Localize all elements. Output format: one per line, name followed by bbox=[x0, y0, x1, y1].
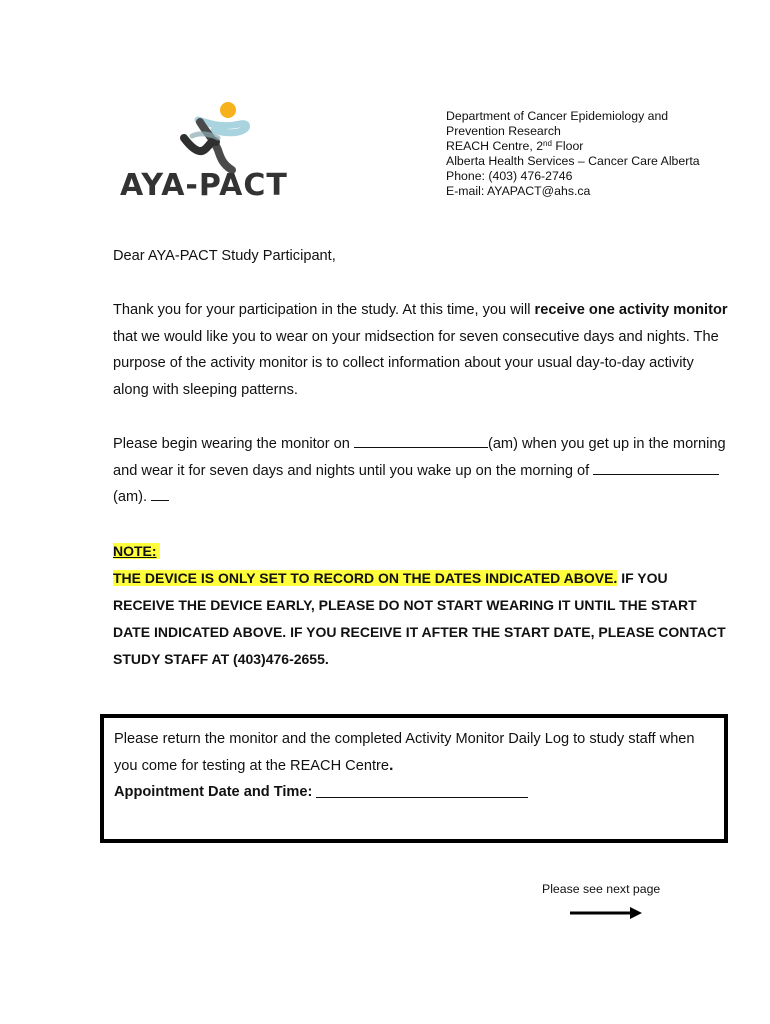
salutation: Dear AYA-PACT Study Participant, bbox=[113, 248, 336, 264]
intro-text-1: Thank you for your participation in the study. At this time, you will bbox=[113, 302, 535, 318]
return-instructions-box bbox=[100, 714, 728, 843]
return-instructions bbox=[114, 726, 719, 806]
intro-paragraph bbox=[113, 297, 728, 403]
aya-pact-logo bbox=[118, 98, 308, 208]
return-period: . bbox=[388, 756, 394, 774]
department-line-2: Prevention Research bbox=[446, 123, 561, 138]
schedule-paragraph bbox=[113, 431, 728, 511]
note-body bbox=[113, 565, 728, 673]
appointment-blank bbox=[316, 783, 528, 798]
organization-line: Alberta Health Services – Cancer Care Alberta bbox=[446, 153, 700, 168]
email-line: E-mail: AYAPACT@ahs.ca bbox=[446, 183, 591, 198]
right-arrow-icon bbox=[570, 905, 644, 921]
runner-logo-icon bbox=[170, 98, 260, 178]
address-suffix: Floor bbox=[551, 138, 584, 153]
note-heading bbox=[113, 538, 728, 565]
schedule-text-1: Please begin wearing the monitor on bbox=[113, 436, 354, 452]
note-highlighted-text: THE DEVICE IS ONLY SET TO RECORD ON THE DATES INDICATED ABOVE. bbox=[113, 570, 618, 586]
next-page-label: Please see next page bbox=[542, 882, 661, 896]
start-date-blank bbox=[354, 435, 488, 448]
note-heading-highlight-pad bbox=[157, 543, 161, 559]
schedule-text-3: (am). bbox=[113, 489, 148, 505]
address-line bbox=[446, 139, 700, 154]
intro-bold-text: receive one activity monitor bbox=[534, 302, 728, 318]
schedule-text-2: (am) when you get up in the morning and wear it for seven days and nights until you wake up on the morning of bbox=[113, 436, 726, 479]
address-prefix: REACH Centre, 2 bbox=[446, 138, 544, 153]
trailing-blank bbox=[151, 488, 169, 501]
phone-line: Phone: (403) 476-2746 bbox=[446, 168, 573, 183]
logo-wordmark: AYA-PACT bbox=[120, 168, 288, 203]
appointment-label: Appointment Date and Time: bbox=[114, 784, 313, 800]
note-heading-text: NOTE: bbox=[113, 543, 157, 559]
contact-block bbox=[446, 109, 700, 198]
intro-text-2: that we would like you to wear on your midsection for seven consecutive days and nights. The purpose of the activity monitor is to collect information about your usual day-to-day activity along with sleeping patterns. bbox=[113, 328, 719, 398]
address-superscript: nd bbox=[543, 138, 552, 148]
note-rest-text: IF YOU RECEIVE THE DEVICE EARLY, PLEASE DO NOT START WEARING IT UNTIL THE START DATE INDICATED ABOVE. IF YOU RECEIVE IT AFTER THE START DATE, PLEASE CONTACT STUDY STAFF AT (403)476-2655. bbox=[113, 570, 726, 667]
end-date-blank bbox=[593, 462, 719, 475]
return-text: Please return the monitor and the completed Activity Monitor Daily Log to study staff when you come for testing at the REACH Centre bbox=[114, 731, 695, 774]
department-line-1: Department of Cancer Epidemiology and bbox=[446, 109, 669, 123]
